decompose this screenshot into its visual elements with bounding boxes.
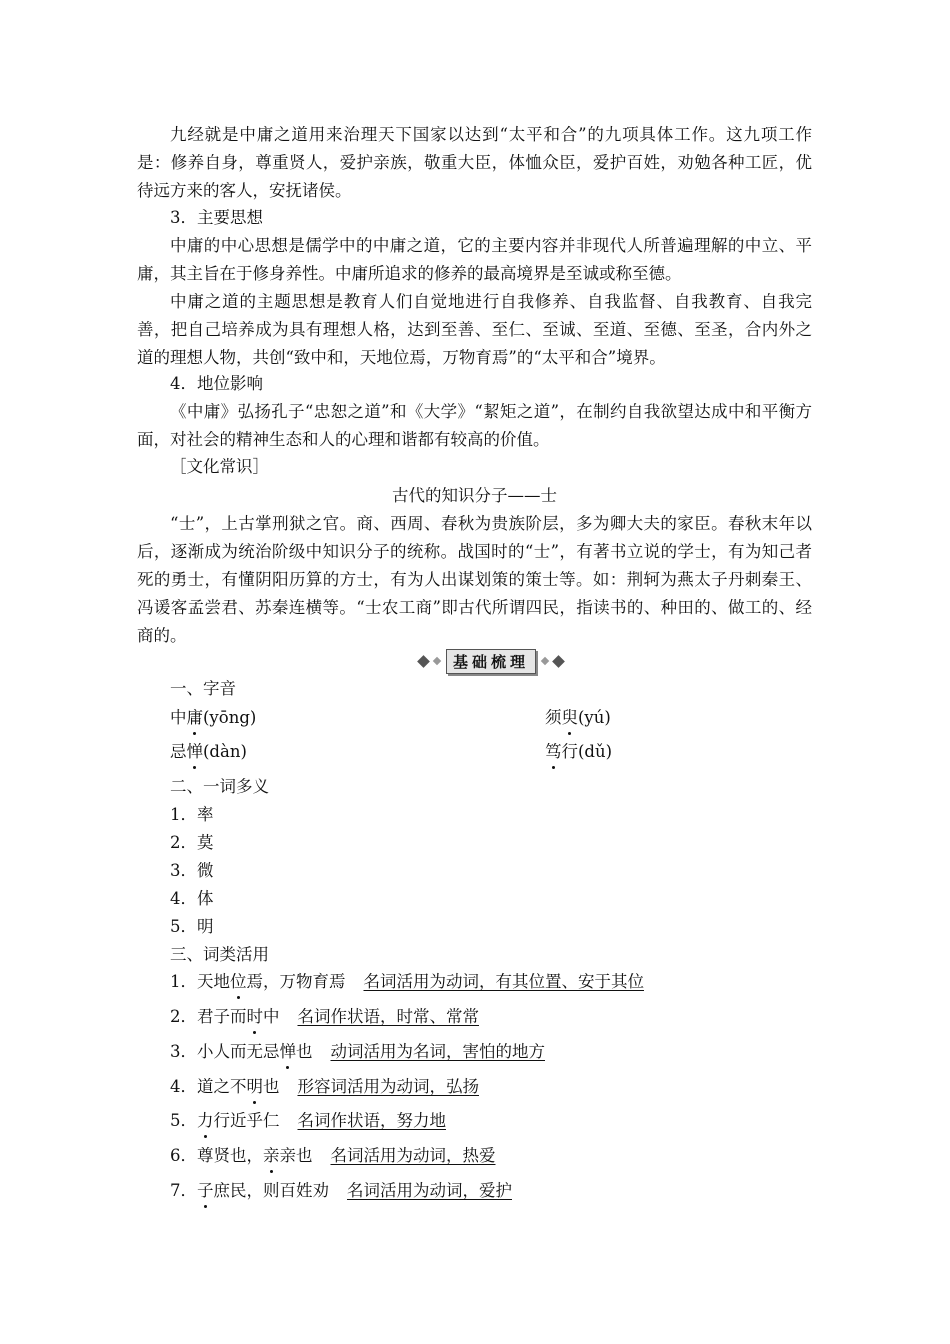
section3-paragraph-1: 中庸的中心思想是儒学中的中庸之道，它的主要内容并非现代人所普遍理解的中立、平庸，其主旨在于修身养性。中庸所追求的修养的最高境界是至诚或称至德。 bbox=[137, 236, 812, 283]
culture-label: ［文化常识］ bbox=[170, 457, 269, 476]
emphasis-dot: 惮 bbox=[280, 1040, 297, 1064]
emphasis-dot: 庸 bbox=[187, 706, 204, 730]
emphasis-dot: 位 bbox=[230, 970, 247, 994]
answer-text: 动词活用为名词，害怕的地方 bbox=[330, 1042, 545, 1061]
jiujing-paragraph: 九经就是中庸之道用来治理天下国家以达到“太平和合”的九项具体工作。这九项工作是：修养自身，尊重贤人，爱护亲族，敬重大臣，体恤众臣，爱护百姓，劝勉各种工匠，优待远方来的客人，安抚诸侯。 bbox=[137, 125, 812, 200]
wordclass-heading: 三、词类活用 bbox=[170, 945, 269, 964]
diamond-icon bbox=[417, 655, 430, 668]
polysemy-item: 5．明 bbox=[170, 917, 214, 936]
wordclass-item: 1．天地位焉，万物育焉 名词活用为动词，有其位置、安于其位 bbox=[170, 970, 644, 994]
emphasis-dot: 臾 bbox=[562, 706, 579, 730]
wordclass-item: 6．尊贤也，亲亲也 名词活用为动词，热爱 bbox=[170, 1144, 496, 1168]
culture-paragraph: “士”，上古掌刑狱之官。商、西周、春秋为贵族阶层，多为卿大夫的家臣。春秋末年以后，逐渐成为统治阶级中知识分子的统称。战国时的“士”，有著书立说的学士，有为知己者死的勇士，有懂阴阳历算的方士，有为人出谋划策的策士等。如：荆轲为燕太子丹刺秦王、冯谖客孟尝君、苏秦连横等。“士农工商”即古代所谓四民，指读书的、种田的、做工的、经商的。 bbox=[137, 514, 812, 645]
section4-heading: 4．地位影响 bbox=[170, 374, 263, 393]
answer-text: 名词活用为动词，热爱 bbox=[330, 1146, 496, 1165]
diamond-icon bbox=[541, 657, 549, 665]
wordclass-item: 4．道之不明也 形容词活用为动词，弘扬 bbox=[170, 1075, 479, 1099]
polysemy-item: 2．莫 bbox=[170, 833, 214, 852]
polysemy-heading: 二、一词多义 bbox=[170, 777, 269, 796]
answer-text: 形容词活用为动词，弘扬 bbox=[297, 1077, 479, 1096]
emphasis-dot: 力 bbox=[197, 1109, 214, 1133]
answer-text: 名词活用为动词，有其位置、安于其位 bbox=[363, 972, 644, 991]
polysemy-item: 3．微 bbox=[170, 861, 214, 880]
culture-title: 古代的知识分子——士 bbox=[392, 486, 557, 505]
section-banner bbox=[400, 648, 582, 674]
pronunciation-heading: 一、字音 bbox=[170, 679, 236, 698]
pronunciation-item: 笃行(dǔ) bbox=[545, 740, 612, 764]
diamond-icon bbox=[433, 657, 441, 665]
pronunciation-item: 须臾(yú) bbox=[545, 706, 611, 730]
answer-text: 名词活用为动词，爱护 bbox=[347, 1181, 512, 1200]
section4-paragraph: 《中庸》弘扬孔子“忠恕之道”和《大学》“絜矩之道”，在制约自我欲望达成中和平衡方面，对社会的精神生态和人的心理和谐都有较高的价值。 bbox=[137, 402, 812, 449]
emphasis-dot: 亲 bbox=[263, 1144, 280, 1168]
answer-text: 名词作状语，时常、常常 bbox=[297, 1007, 479, 1026]
answer-text: 名词作状语，努力地 bbox=[297, 1111, 446, 1130]
wordclass-item: 7．子庶民，则百姓劝 名词活用为动词，爱护 bbox=[170, 1179, 512, 1203]
wordclass-item: 3．小人而无忌惮也 动词活用为名词，害怕的地方 bbox=[170, 1040, 545, 1064]
pronunciation-item: 中庸(yōng) bbox=[170, 706, 256, 730]
polysemy-item: 4．体 bbox=[170, 889, 214, 908]
polysemy-item: 1．率 bbox=[170, 805, 214, 824]
wordclass-item: 5．力行近乎仁 名词作状语，努力地 bbox=[170, 1109, 446, 1133]
wordclass-item: 2．君子而时中 名词作状语，时常、常常 bbox=[170, 1005, 479, 1029]
emphasis-dot: 时 bbox=[247, 1005, 264, 1029]
section3-paragraph-2: 中庸之道的主题思想是教育人们自觉地进行自我修养、自我监督、自我教育、自我完善，把自己培养成为具有理想人格，达到至善、至仁、至诚、至道、至德、至圣，合内外之道的理想人物，共创“致中和，天地位焉，万物育焉”的“太平和合”境界。 bbox=[137, 292, 812, 367]
banner-label: 基础梳理 bbox=[446, 649, 536, 674]
section3-heading: 3．主要思想 bbox=[170, 208, 263, 227]
emphasis-dot: 明 bbox=[247, 1075, 264, 1099]
emphasis-dot: 笃 bbox=[545, 740, 562, 764]
diamond-icon bbox=[552, 655, 565, 668]
pronunciation-item: 忌惮(dàn) bbox=[170, 740, 247, 764]
emphasis-dot: 惮 bbox=[187, 740, 204, 764]
emphasis-dot: 子 bbox=[197, 1179, 214, 1203]
